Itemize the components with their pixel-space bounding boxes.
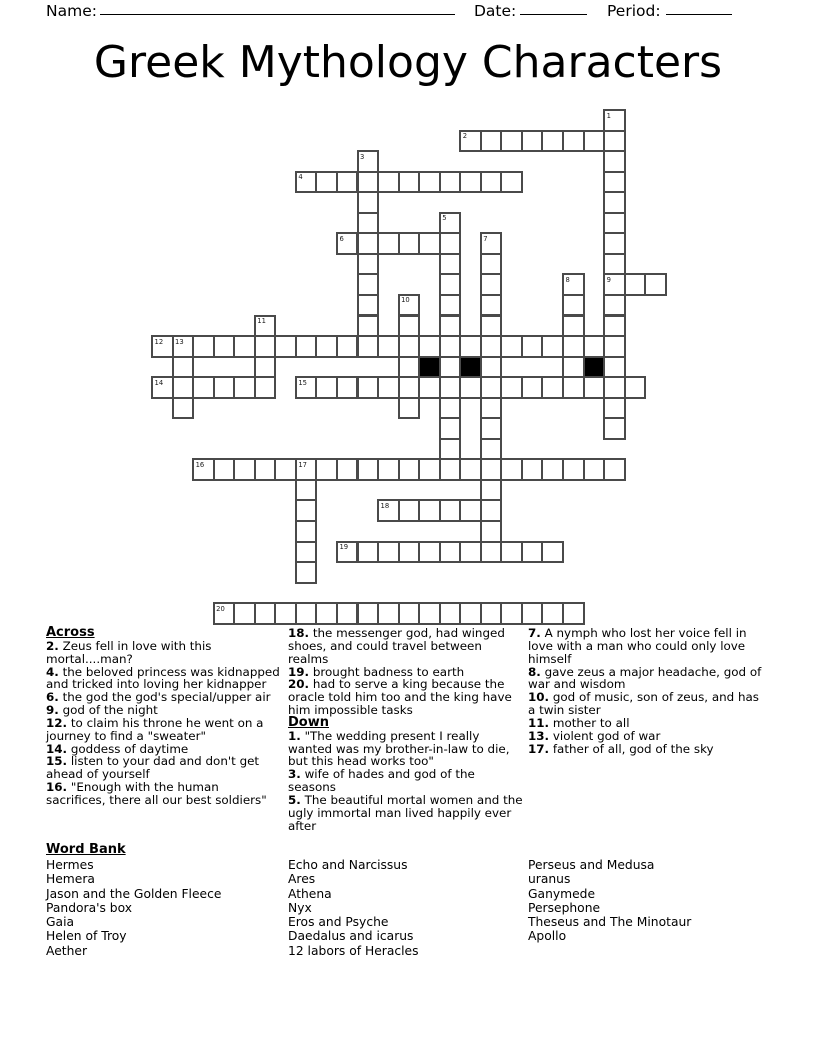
clue-number: 13. <box>528 728 550 743</box>
grid-cell-r13-c3[interactable] <box>213 376 236 399</box>
word-bank-header: Word Bank <box>46 842 126 857</box>
grid-cell-r1-c22[interactable] <box>603 130 626 153</box>
grid-cell-r13-c22[interactable] <box>603 376 626 399</box>
clue-down-1: 1. "The wedding present I really wanted was my brother-in-law to die, but this head works too" <box>288 728 510 769</box>
grid-cell-r17-c17[interactable] <box>500 458 523 481</box>
grid-cell-r11-c20[interactable] <box>562 335 585 358</box>
grid-cell-r21-c11[interactable] <box>377 541 400 564</box>
grid-cell-r9-c22[interactable] <box>603 294 626 317</box>
grid-cell-r19-c13[interactable] <box>418 499 441 522</box>
grid-cell-r12-c14[interactable] <box>439 356 462 379</box>
grid-cell-r13-c4[interactable] <box>233 376 256 399</box>
grid-cell-r8-c10[interactable] <box>357 273 380 296</box>
grid-cell-r24-c18[interactable] <box>521 602 544 625</box>
grid-cell-r12-c1[interactable] <box>172 356 195 379</box>
grid-cell-r7-c22[interactable] <box>603 253 626 276</box>
cell-number-14: 14 <box>154 378 164 387</box>
grid-cell-r9-c10[interactable] <box>357 294 380 317</box>
grid-cell-r14-c14[interactable] <box>439 397 462 420</box>
grid-cell-r11-c4[interactable] <box>233 335 256 358</box>
grid-cell-r8-c23[interactable] <box>624 273 647 296</box>
date-label: Date: <box>474 2 517 20</box>
clue-number: 12. <box>46 715 68 730</box>
name-blank-line[interactable] <box>100 1 455 15</box>
grid-cell-r17-c6[interactable] <box>274 458 297 481</box>
grid-cell-r21-c19[interactable] <box>541 541 564 564</box>
grid-cell-r7-c16[interactable] <box>480 253 503 276</box>
clue-down-13: 13. violent god of war <box>528 728 661 743</box>
grid-cell-r7-c14[interactable] <box>439 253 462 276</box>
word-bank-column-1 <box>46 858 221 958</box>
cell-number-12: 12 <box>154 337 164 346</box>
grid-black-cell-r12-c15 <box>459 356 482 379</box>
grid-cell-r3-c14[interactable] <box>439 171 462 194</box>
grid-cell-r21-c10[interactable] <box>357 541 380 564</box>
grid-cell-r24-c12[interactable] <box>398 602 421 625</box>
clue-number: 7. <box>528 626 541 640</box>
word-bank-item: 12 labors of Heracles <box>288 943 419 958</box>
grid-cell-r17-c13[interactable] <box>418 458 441 481</box>
word-bank-item: Jason and the Golden Fleece <box>46 886 222 901</box>
grid-cell-r1-c20[interactable] <box>562 130 585 153</box>
grid-cell-r6-c12[interactable] <box>398 232 421 255</box>
grid-cell-r11-c15[interactable] <box>459 335 482 358</box>
grid-cell-r19-c16[interactable] <box>480 499 503 522</box>
clue-down-17: 17. father of all, god of the sky <box>528 741 714 756</box>
clue-across-12: 12. to claim his throne he went on a journey to find a "sweater" <box>46 715 264 743</box>
grid-cell-r10-c14[interactable] <box>439 315 462 338</box>
grid-cell-r16-c14[interactable] <box>439 438 462 461</box>
grid-black-cell-r12-c21 <box>583 356 606 379</box>
grid-cell-r17-c18[interactable] <box>521 458 544 481</box>
grid-cell-r24-c16[interactable] <box>480 602 503 625</box>
grid-cell-r13-c2[interactable] <box>192 376 215 399</box>
grid-cell-r10-c10[interactable] <box>357 315 380 338</box>
grid-cell-r24-c6[interactable] <box>274 602 297 625</box>
grid-cell-r12-c5[interactable] <box>254 356 277 379</box>
word-bank-item: Ganymede <box>528 886 596 901</box>
grid-cell-r19-c15[interactable] <box>459 499 482 522</box>
word-bank-item: Apollo <box>528 929 567 944</box>
clue-across-18: 18. the messenger god, had winged shoes, and could travel between realms <box>288 626 505 666</box>
grid-cell-r24-c20[interactable] <box>562 602 585 625</box>
clue-number: 9. <box>46 703 59 718</box>
grid-cell-r0-c22[interactable] <box>603 109 626 132</box>
grid-cell-r11-c12[interactable] <box>398 335 421 358</box>
clue-number: 6. <box>46 690 59 705</box>
cell-number-13: 13 <box>175 337 184 346</box>
clue-number: 16. <box>46 780 68 795</box>
word-bank-column-2 <box>288 858 419 958</box>
grid-cell-r9-c20[interactable] <box>562 294 585 317</box>
grid-cell-r3-c16[interactable] <box>480 171 503 194</box>
grid-cell-r5-c10[interactable] <box>357 212 380 235</box>
word-bank-item: Pandora's box <box>46 900 133 915</box>
clue-across-9: 9. god of the night <box>46 703 158 718</box>
name-label: Name: <box>46 2 97 20</box>
grid-cell-r14-c12[interactable] <box>398 397 421 420</box>
grid-cell-r3-c17[interactable] <box>500 171 523 194</box>
clue-number: 11. <box>528 715 550 730</box>
grid-cell-r2-c22[interactable] <box>603 150 626 173</box>
clue-down-7: 7. A nymph who lost her voice fell in love with a man who could only love himself <box>528 626 747 666</box>
cell-number-16: 16 <box>195 460 205 469</box>
grid-cell-r11-c3[interactable] <box>213 335 236 358</box>
clue-number: 19. <box>288 664 310 679</box>
clue-number: 17. <box>528 741 550 756</box>
grid-cell-r3-c13[interactable] <box>418 171 441 194</box>
word-bank-item: uranus <box>528 872 571 887</box>
grid-cell-r6-c16[interactable] <box>480 232 503 255</box>
clue-number: 14. <box>46 741 68 756</box>
clue-number: 4. <box>46 664 59 679</box>
clue-down-11: 11. mother to all <box>528 715 630 730</box>
clue-number: 5. <box>288 792 301 807</box>
grid-cell-r19-c7[interactable] <box>295 499 318 522</box>
grid-cell-r6-c14[interactable] <box>439 232 462 255</box>
grid-cell-r11-c16[interactable] <box>480 335 503 358</box>
grid-cell-r17-c3[interactable] <box>213 458 236 481</box>
clue-across-20: 20. had to serve a king because the oracle told him too and the king have him impossible tasks <box>288 677 512 718</box>
grid-cell-r13-c11[interactable] <box>377 376 400 399</box>
clue-across-2: 2. Zeus fell in love with this mortal....man? <box>46 638 212 666</box>
grid-cell-r18-c16[interactable] <box>480 479 503 502</box>
grid-cell-r24-c10[interactable] <box>357 602 380 625</box>
grid-cell-r11-c19[interactable] <box>541 335 564 358</box>
word-bank-item: Persephone <box>528 900 601 915</box>
cell-number-10: 10 <box>401 296 410 305</box>
grid-cell-r3-c12[interactable] <box>398 171 421 194</box>
grid-cell-r11-c5[interactable] <box>254 335 277 358</box>
clue-across-6: 6. the god the god's special/upper air <box>46 690 271 705</box>
grid-cell-r13-c16[interactable] <box>480 376 503 399</box>
grid-cell-r8-c20[interactable] <box>562 273 585 296</box>
crossword-grid <box>151 109 666 624</box>
grid-cell-r17-c21[interactable] <box>583 458 606 481</box>
cell-number-8: 8 <box>565 275 570 284</box>
grid-cell-r3-c8[interactable] <box>315 171 338 194</box>
clue-number: 2. <box>46 638 59 653</box>
page-title: Greek Mythology Characters <box>93 37 723 88</box>
grid-cell-r10-c5[interactable] <box>254 315 277 338</box>
grid-cell-r1-c16[interactable] <box>480 130 503 153</box>
grid-cell-r17-c22[interactable] <box>603 458 626 481</box>
grid-cell-r21-c7[interactable] <box>295 541 318 564</box>
grid-cell-r17-c20[interactable] <box>562 458 585 481</box>
grid-cell-r11-c9[interactable] <box>336 335 359 358</box>
cell-number-11: 11 <box>257 317 266 325</box>
grid-cell-r12-c20[interactable] <box>562 356 585 379</box>
grid-cell-r24-c14[interactable] <box>439 602 462 625</box>
grid-cell-r3-c9[interactable] <box>336 171 359 194</box>
clues-across-header: Across <box>46 625 95 640</box>
grid-cell-r15-c16[interactable] <box>480 417 503 440</box>
grid-cell-r13-c8[interactable] <box>315 376 338 399</box>
grid-cell-r6-c10[interactable] <box>357 232 380 255</box>
word-bank-item: Ares <box>288 872 316 887</box>
grid-cell-r6-c11[interactable] <box>377 232 400 255</box>
clue-down-3: 3. wife of hades and god of the seasons <box>288 767 475 795</box>
cell-number-18: 18 <box>380 501 390 510</box>
clues-column-3 <box>528 627 766 755</box>
grid-cell-r21-c13[interactable] <box>418 541 441 564</box>
clue-across-4: 4. the beloved princess was kidnapped and tricked into loving her kidnapper <box>46 664 280 692</box>
grid-cell-r17-c7[interactable] <box>295 458 318 481</box>
grid-cell-r17-c14[interactable] <box>439 458 462 481</box>
grid-cell-r17-c15[interactable] <box>459 458 482 481</box>
grid-cell-r8-c16[interactable] <box>480 273 503 296</box>
word-bank-item: Helen of Troy <box>46 929 127 944</box>
grid-cell-r13-c17[interactable] <box>500 376 523 399</box>
grid-cell-r3-c10[interactable] <box>357 171 380 194</box>
grid-cell-r14-c1[interactable] <box>172 397 195 420</box>
grid-cell-r1-c17[interactable] <box>500 130 523 153</box>
grid-cell-r13-c20[interactable] <box>562 376 585 399</box>
grid-cell-r12-c16[interactable] <box>480 356 503 379</box>
grid-cell-r11-c22[interactable] <box>603 335 626 358</box>
grid-cell-r4-c22[interactable] <box>603 191 626 214</box>
grid-cell-r13-c7[interactable] <box>295 376 318 399</box>
grid-cell-r24-c13[interactable] <box>418 602 441 625</box>
clue-number: 8. <box>528 664 541 679</box>
cell-number-9: 9 <box>606 275 611 284</box>
grid-cell-r19-c12[interactable] <box>398 499 421 522</box>
grid-cell-r4-c10[interactable] <box>357 191 380 214</box>
grid-cell-r14-c16[interactable] <box>480 397 503 420</box>
word-bank-item: Hermes <box>46 858 94 872</box>
grid-cell-r11-c21[interactable] <box>583 335 606 358</box>
grid-cell-r24-c17[interactable] <box>500 602 523 625</box>
grid-cell-r13-c0[interactable] <box>151 376 174 399</box>
grid-cell-r17-c12[interactable] <box>398 458 421 481</box>
grid-cell-r13-c9[interactable] <box>336 376 359 399</box>
grid-cell-r21-c12[interactable] <box>398 541 421 564</box>
grid-cell-r8-c14[interactable] <box>439 273 462 296</box>
grid-cell-r11-c18[interactable] <box>521 335 544 358</box>
grid-cell-r13-c19[interactable] <box>541 376 564 399</box>
grid-cell-r13-c21[interactable] <box>583 376 606 399</box>
grid-cell-r24-c4[interactable] <box>233 602 256 625</box>
grid-cell-r15-c14[interactable] <box>439 417 462 440</box>
clue-number: 15. <box>46 754 68 769</box>
grid-cell-r13-c12[interactable] <box>398 376 421 399</box>
grid-cell-r10-c16[interactable] <box>480 315 503 338</box>
grid-cell-r6-c22[interactable] <box>603 232 626 255</box>
clues-column-1 <box>46 627 280 807</box>
grid-cell-r19-c11[interactable] <box>377 499 400 522</box>
cell-number-7: 7 <box>483 234 488 243</box>
grid-cell-r24-c15[interactable] <box>459 602 482 625</box>
grid-cell-r21-c17[interactable] <box>500 541 523 564</box>
grid-cell-r21-c15[interactable] <box>459 541 482 564</box>
grid-cell-r15-c22[interactable] <box>603 417 626 440</box>
grid-black-cell-r12-c13 <box>418 356 441 379</box>
grid-cell-r21-c16[interactable] <box>480 541 503 564</box>
grid-cell-r11-c10[interactable] <box>357 335 380 358</box>
grid-cell-r24-c11[interactable] <box>377 602 400 625</box>
grid-cell-r24-c7[interactable] <box>295 602 318 625</box>
grid-cell-r7-c10[interactable] <box>357 253 380 276</box>
grid-cell-r13-c13[interactable] <box>418 376 441 399</box>
grid-cell-r17-c2[interactable] <box>192 458 215 481</box>
grid-cell-r14-c22[interactable] <box>603 397 626 420</box>
word-bank-item: Theseus and The Minotaur <box>528 915 692 929</box>
grid-cell-r9-c14[interactable] <box>439 294 462 317</box>
cell-number-20: 20 <box>216 604 225 613</box>
cell-number-4: 4 <box>298 173 303 182</box>
grid-cell-r19-c14[interactable] <box>439 499 462 522</box>
grid-cell-r5-c14[interactable] <box>439 212 462 235</box>
grid-cell-r24-c5[interactable] <box>254 602 277 625</box>
grid-cell-r21-c18[interactable] <box>521 541 544 564</box>
clue-across-19: 19. brought badness to earth <box>288 664 465 679</box>
grid-cell-r3-c7[interactable] <box>295 171 318 194</box>
grid-cell-r18-c7[interactable] <box>295 479 318 502</box>
grid-cell-r17-c9[interactable] <box>336 458 359 481</box>
cell-number-17: 17 <box>298 460 307 469</box>
grid-cell-r17-c8[interactable] <box>315 458 338 481</box>
cell-number-2: 2 <box>462 132 468 141</box>
cell-number-19: 19 <box>339 543 349 552</box>
grid-cell-r9-c16[interactable] <box>480 294 503 317</box>
grid-cell-r16-c16[interactable] <box>480 438 503 461</box>
grid-cell-r13-c14[interactable] <box>439 376 462 399</box>
grid-cell-r1-c18[interactable] <box>521 130 544 153</box>
grid-cell-r20-c7[interactable] <box>295 520 318 543</box>
grid-cell-r13-c23[interactable] <box>624 376 647 399</box>
grid-cell-r1-c15[interactable] <box>459 130 482 153</box>
grid-cell-r13-c10[interactable] <box>357 376 380 399</box>
cell-number-15: 15 <box>298 378 307 387</box>
grid-cell-r5-c22[interactable] <box>603 212 626 235</box>
grid-cell-r6-c9[interactable] <box>336 232 359 255</box>
grid-cell-r2-c10[interactable] <box>357 150 380 173</box>
clue-number: 1. <box>288 728 301 743</box>
grid-cell-r24-c3[interactable] <box>213 602 236 625</box>
date-blank-line[interactable] <box>520 1 587 15</box>
grid-cell-r1-c21[interactable] <box>583 130 606 153</box>
period-blank-line[interactable] <box>666 1 732 15</box>
grid-cell-r9-c12[interactable] <box>398 294 421 317</box>
clue-number: 10. <box>528 690 550 705</box>
grid-cell-r13-c5[interactable] <box>254 376 277 399</box>
word-bank-item: Gaia <box>46 915 75 929</box>
grid-cell-r10-c20[interactable] <box>562 315 585 338</box>
grid-cell-r6-c13[interactable] <box>418 232 441 255</box>
grid-cell-r3-c15[interactable] <box>459 171 482 194</box>
grid-cell-r13-c18[interactable] <box>521 376 544 399</box>
grid-cell-r11-c2[interactable] <box>192 335 215 358</box>
word-bank-item: Daedalus and icarus <box>288 929 414 944</box>
grid-cell-r17-c10[interactable] <box>357 458 380 481</box>
grid-cell-r21-c14[interactable] <box>439 541 462 564</box>
grid-cell-r13-c15[interactable] <box>459 376 482 399</box>
clue-number: 3. <box>288 767 301 782</box>
clue-across-14: 14. goddess of daytime <box>46 741 189 756</box>
grid-cell-r17-c4[interactable] <box>233 458 256 481</box>
word-bank-item: Echo and Narcissus <box>288 858 408 872</box>
grid-cell-r3-c11[interactable] <box>377 171 400 194</box>
grid-cell-r21-c9[interactable] <box>336 541 359 564</box>
grid-cell-r17-c11[interactable] <box>377 458 400 481</box>
cell-number-6: 6 <box>339 234 344 243</box>
grid-cell-r10-c22[interactable] <box>603 315 626 338</box>
grid-cell-r22-c7[interactable] <box>295 561 318 584</box>
grid-cell-r11-c7[interactable] <box>295 335 318 358</box>
clue-down-10: 10. god of music, son of zeus, and has a twin sister <box>528 690 760 718</box>
grid-cell-r13-c1[interactable] <box>172 376 195 399</box>
clues-column-2 <box>288 627 524 833</box>
word-bank-item: Hemera <box>46 872 95 887</box>
grid-cell-r11-c8[interactable] <box>315 335 338 358</box>
word-bank-item: Athena <box>288 886 332 901</box>
clue-across-15: 15. listen to your dad and don't get ahead of yourself <box>46 754 260 782</box>
grid-cell-r12-c12[interactable] <box>398 356 421 379</box>
grid-cell-r20-c16[interactable] <box>480 520 503 543</box>
cell-number-3: 3 <box>360 152 365 161</box>
word-bank-item: Aether <box>46 943 87 958</box>
grid-cell-r11-c0[interactable] <box>151 335 174 358</box>
grid-cell-r11-c6[interactable] <box>274 335 297 358</box>
grid-cell-r1-c19[interactable] <box>541 130 564 153</box>
grid-cell-r11-c1[interactable] <box>172 335 195 358</box>
cell-number-1: 1 <box>606 111 611 120</box>
clue-down-5: 5. The beautiful mortal women and the ugly immortal man lived happily ever after <box>288 792 523 833</box>
grid-cell-r11-c11[interactable] <box>377 335 400 358</box>
clue-down-8: 8. gave zeus a major headache, god of war and wisdom <box>528 664 762 692</box>
grid-cell-r24-c8[interactable] <box>315 602 338 625</box>
period-label: Period: <box>607 2 661 20</box>
grid-cell-r11-c14[interactable] <box>439 335 462 358</box>
clue-number: 20. <box>288 677 310 692</box>
grid-cell-r11-c17[interactable] <box>500 335 523 358</box>
grid-cell-r12-c22[interactable] <box>603 356 626 379</box>
grid-cell-r24-c9[interactable] <box>336 602 359 625</box>
grid-cell-r11-c13[interactable] <box>418 335 441 358</box>
word-bank-item: Eros and Psyche <box>288 915 389 929</box>
grid-cell-r8-c24[interactable] <box>644 273 667 296</box>
clue-number: 18. <box>288 626 310 640</box>
word-bank-item: Perseus and Medusa <box>528 858 655 872</box>
grid-cell-r24-c19[interactable] <box>541 602 564 625</box>
clue-across-16: 16. "Enough with the human sacrifices, there all our best soldiers" <box>46 780 267 807</box>
word-bank-column-3 <box>528 858 691 944</box>
clues-down-header: Down <box>288 714 329 730</box>
grid-cell-r17-c5[interactable] <box>254 458 277 481</box>
cell-number-5: 5 <box>442 214 447 223</box>
grid-cell-r10-c12[interactable] <box>398 315 421 338</box>
grid-cell-r3-c22[interactable] <box>603 171 626 194</box>
word-bank-item: Nyx <box>288 900 312 915</box>
grid-cell-r17-c16[interactable] <box>480 458 503 481</box>
grid-cell-r8-c22[interactable] <box>603 273 626 296</box>
grid-cell-r17-c19[interactable] <box>541 458 564 481</box>
